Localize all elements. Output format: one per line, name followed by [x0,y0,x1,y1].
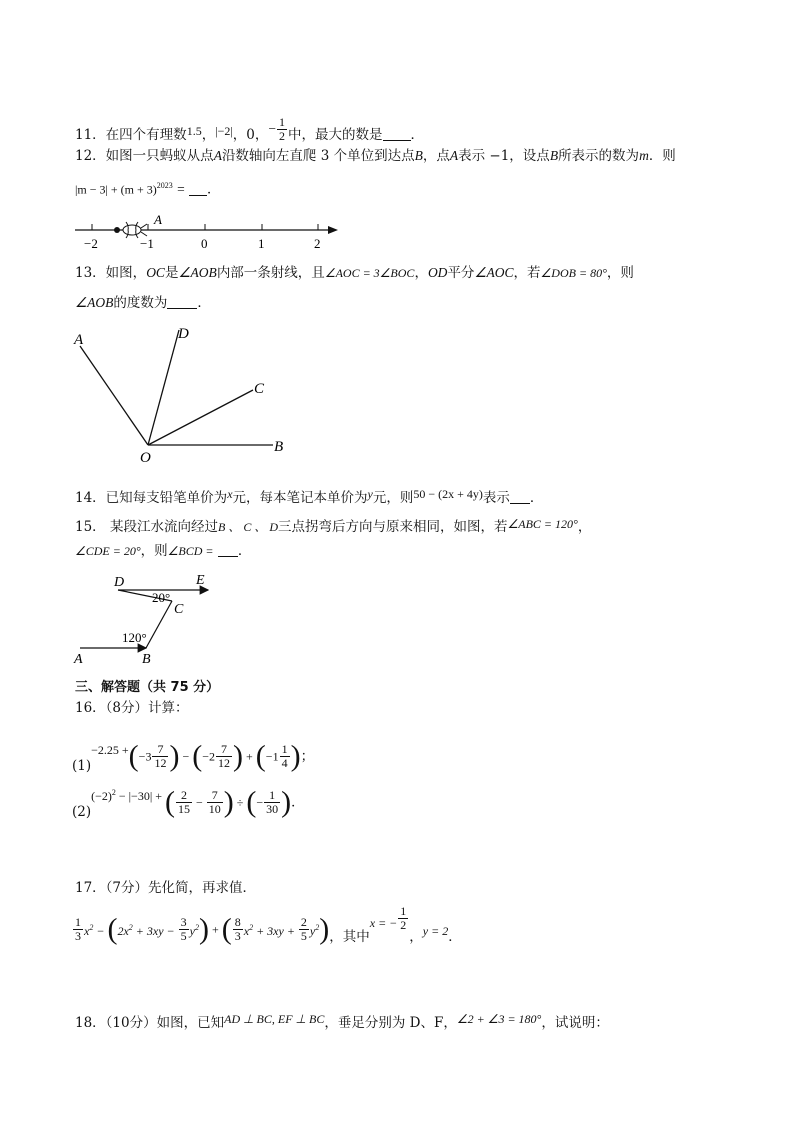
q15-line-2: ∠CDE = 20°，则∠BCD = ． [75,543,252,559]
q14-text: 表示 [482,490,510,506]
q18-text: ，垂足分别为 D、F， [324,1015,457,1031]
q15-abc: ∠ABC = 120° [507,517,578,531]
label-c: C [254,381,265,397]
angle-figure [68,318,298,468]
q16-label-2: (2) [72,804,92,820]
q12-expression: $|m - 3| + (m + 3)^{2023}$ = ． [75,181,221,198]
tick-label: 1 [258,236,265,251]
q12-a2: A [449,148,459,163]
label-d: D [114,575,125,590]
q15-points: B 、 C 、 D [217,520,278,534]
q11-sep2: ，0， [232,127,269,143]
q14-y: y [367,487,373,501]
q17-expression: $\frac{1}{3}$ $x^2 - (2x^2 + 3xy$ − $\frac{3}{5}$ $y^2$) + ( $\frac{8}{3}$ $x^2 + 3xy$ + $\frac{2}{5}$ $y^2$)，其中x = − $\frac{1}{2}$ ，y = 2． [75,904,462,946]
q17-x-value: x = − [369,916,398,930]
q18-perpendicular: AD ⊥ BC, EF ⊥ BC [224,1012,325,1026]
q11-prefix: 11．在四个有理数 [75,127,187,143]
q13-blank [167,294,197,309]
q13-aob-2: ∠AOB [75,295,114,310]
q13-oc: OC [146,265,165,280]
q13-dob: ∠DOB = 80° [540,266,607,280]
q18-text: 18．（10分）如图，已知 [75,1015,225,1031]
q12-text-3: ，点 [422,148,450,164]
q16-title: 16．（8分）计算： [75,700,189,716]
river-figure [70,568,230,668]
label-b: B [142,652,151,667]
q15-text: ， [577,519,592,535]
question-15 [75,514,591,537]
angle-120: 120° [122,630,147,645]
question-14: 14．已知每支铅笔单价为x元，每本笔记本单价为y元，则50 − (2x + 4y)表示 ． [75,487,544,506]
q18-text: ，试说明： [541,1015,609,1031]
question-13 [75,263,634,283]
label-c: C [174,602,184,617]
q14-expression: 50 − (2x + 4y) [413,487,483,501]
ray-oc [148,390,253,445]
q17-title: 17．（7分）先化简，再求值． [75,880,257,896]
q11-neg: − [268,121,276,136]
tick-label: −1 [140,236,154,251]
q11-blank [383,126,411,141]
q17-where: ，其中 [329,929,370,945]
question-11: 11．在四个有理数1.5，|−2|，0，− $\frac{1}{2}$ 中，最大的数是 ． [75,115,424,143]
point-b [114,227,120,233]
q13-text: 平分 [447,265,475,281]
q12-text-5: 所表示的数为 [558,148,640,164]
tick-label: 2 [314,236,321,251]
q12-expr: |m − 3| + (m + 3) [75,182,157,197]
q12-eq: = [177,181,185,197]
label-a: A [154,212,162,227]
q11-abs: |−2| [215,124,233,138]
q12-text-6: ．则 [648,148,676,164]
label-o: O [140,450,151,466]
q11-suffix: 中，最大的数是 [288,127,383,143]
q16-label-1: (1) [72,758,92,774]
q13-aoc: ∠AOC [474,265,514,280]
q13-od: OD [427,265,448,280]
q15-blank [218,542,238,557]
ray-od [148,330,179,445]
q14-blank [510,489,530,504]
q12-exponent: 2023 [156,181,173,190]
q12-a: A [213,148,222,163]
q11-sep: ， [201,127,216,143]
q12-text-4: 表示 −1，设点 [458,148,550,164]
tick-label: −2 [84,236,98,251]
q11-fraction: $\frac{1}{2}$ [279,115,285,143]
q15-text: 15． 某段江水流向经过 [75,519,218,535]
q14-text: 元，每本笔记本单价为 [232,490,368,506]
label-d: D [178,326,189,342]
section-3-title: 三、解答题（共 75 分） [75,680,220,695]
q12-blank [189,181,207,196]
question-12 [75,146,676,166]
angle-20: 20° [152,590,171,605]
label-e: E [196,573,205,588]
q15-text: ，则 [140,543,168,559]
label-a: A [74,332,84,348]
q12-b: B [414,148,423,163]
q17-y-value: y = 2 [422,924,449,938]
q13-text: ，则 [606,265,634,281]
label-b: B [274,439,284,455]
number-line-arrow [328,226,338,234]
q14-text: 元，则 [372,490,414,506]
q13-text: 的度数为 [113,295,168,311]
q11-n1: 1.5 [186,124,202,138]
q16-part-2: $(2)(-2)^2 - |-30|$ + ( $\frac{2}{15}$ − $\frac{7}{10}$ ) ÷ (− $\frac{1}{30}$ )． [72,778,305,827]
q13-text: ， [414,265,428,281]
number-line-figure [70,210,350,255]
q12-text-1: 12．如图一只蚂蚁从点 [75,148,214,164]
q13-text: 是 [164,265,179,281]
q13-line-2: ∠AOB的度数为 ． [75,295,211,311]
q12-b2: B [549,148,559,163]
q15-bcd: ∠BCD = [167,544,214,558]
q13-text: 内部一条射线，且 [216,265,325,281]
tick-label: 0 [201,236,208,251]
q14-text: 14．已知每支铅笔单价为 [75,490,228,506]
question-18 [75,1009,609,1033]
q12-m: m [639,148,649,163]
q16-part-1: (1)−2.25 +(−3 $\frac{7}{12}$ ) − (−2 $\frac{7}{12}$ ) + (−1 $\frac{1}{4}$ )； [72,735,314,781]
q14-x: x [227,487,233,501]
q15-text: 三点拐弯后方向与原来相同，如图，若 [278,519,508,535]
label-a: A [74,652,83,667]
q12-text-2: 沿数轴向左直爬 3 个单位到达点 [221,148,415,164]
q13-aob: ∠AOB [178,265,217,280]
q13-relation: ∠AOC = 3∠BOC [324,266,415,280]
q18-angle-sum: ∠2 + ∠3 = 180° [456,1012,542,1026]
q13-text: ，若 [513,265,541,281]
q15-cde: ∠CDE = 20° [75,544,141,558]
q13-text: 13．如图， [75,265,147,281]
ray-oa [80,346,148,445]
segment-bc [146,601,172,648]
